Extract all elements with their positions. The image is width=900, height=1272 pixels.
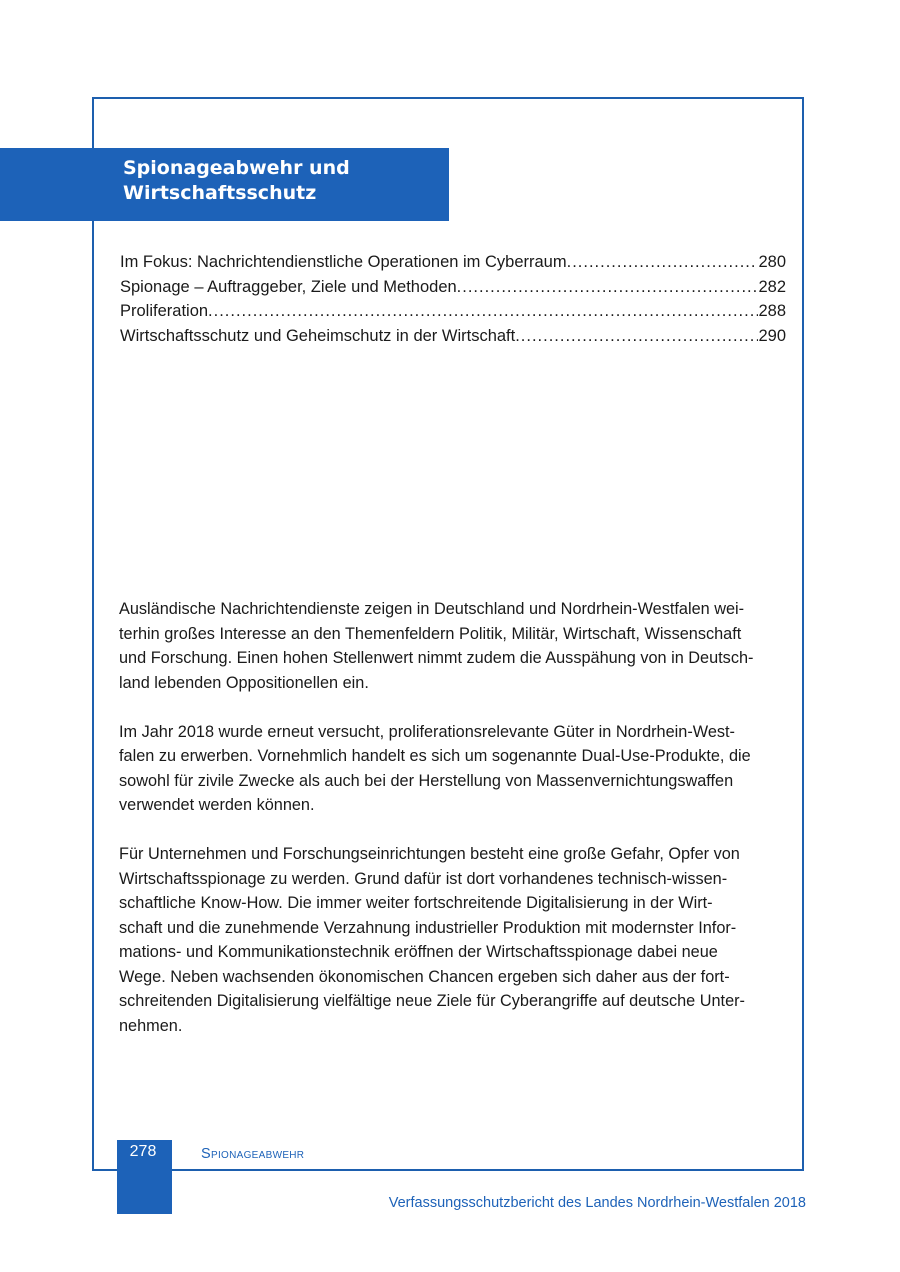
chapter-title-line-1: Spionageabwehr und — [123, 157, 350, 179]
toc-leader-dots — [567, 253, 759, 272]
chapter-title-line-2: Wirtschaftsschutz — [123, 182, 317, 204]
toc-entry-page: 290 — [758, 326, 786, 345]
running-section-title: Spionageabwehr — [201, 1146, 305, 1162]
text-line: schreitenden Digitalisierung vielfältige neue Ziele für Cyberangriffe auf deutsche Unter- — [119, 992, 745, 1010]
toc-leader-dots — [457, 278, 759, 297]
text-line: und Forschung. Einen hohen Stellenwert nimmt zudem die Ausspähung von in Deutsch- — [119, 649, 754, 667]
text-line: Wege. Neben wachsenden ökonomischen Chancen ergeben sich daher aus der fort- — [119, 967, 730, 986]
text-line: land lebenden Oppositionellen ein. — [119, 673, 369, 692]
text-line: terhin großes Interesse an den Themenfeldern Politik, Militär, Wirtschaft, Wissenschaft — [119, 624, 742, 643]
text-line: sowohl für zivile Zwecke als auch bei der Herstellung von Massenvernichtungswaffen — [119, 771, 734, 790]
publication-title: Verfassungsschutzbericht des Landes Nordrhein-Westfalen 2018 — [388, 1195, 806, 1211]
paragraph — [119, 842, 787, 1038]
table-of-contents — [120, 253, 786, 351]
toc-entry-page: 282 — [758, 277, 786, 296]
page-number: 278 — [129, 1143, 157, 1160]
text-line: verwendet werden können. — [119, 796, 315, 814]
text-line: schaftliche Know-How. Die immer weiter fortschreitende Digitalisierung in der Wirt- — [119, 894, 713, 912]
toc-entry-label: Wirtschaftsschutz und Geheimschutz in der Wirtschaft — [120, 326, 516, 345]
toc-entry-label: Im Fokus: Nachrichtendienstliche Operationen im Cyberraum — [120, 253, 567, 271]
intro-text — [119, 597, 787, 1063]
text-line: Wirtschaftsspionage zu werden. Grund dafür ist dort vorhandenes technisch-wissen- — [119, 869, 728, 888]
toc-entry-label: Proliferation — [120, 302, 209, 320]
text-line: Im Jahr 2018 wurde erneut versucht, proliferationsrelevante Güter in Nordrhein-West- — [119, 722, 735, 741]
text-line: Für Unternehmen und Forschungseinrichtungen besteht eine große Gefahr, Opfer von — [119, 845, 740, 863]
toc-entry[interactable] — [120, 278, 786, 303]
text-line: nehmen. — [119, 1016, 183, 1035]
paragraph — [119, 597, 787, 695]
toc-entry-page: 280 — [758, 253, 786, 271]
paragraph — [119, 720, 787, 818]
toc-leader-dots — [208, 302, 758, 321]
toc-entry[interactable] — [120, 302, 786, 327]
toc-entry[interactable] — [120, 253, 786, 278]
text-line: falen zu erwerben. Vornehmlich handelt es sich um sogenannte Dual-Use-Produkte, die — [119, 747, 751, 765]
text-line: mations- und Kommunikationstechnik eröffnen der Wirtschaftsspionage dabei neue — [119, 943, 718, 961]
toc-entry-label: Spionage – Auftraggeber, Ziele und Methoden — [120, 277, 457, 296]
text-line: schaft und die zunehmende Verzahnung industrieller Produktion mit modernster Infor- — [119, 918, 737, 937]
toc-entry[interactable] — [120, 327, 786, 352]
text-line: Ausländische Nachrichtendienste zeigen in Deutschland und Nordrhein-Westfalen wei- — [119, 600, 745, 618]
toc-leader-dots — [515, 327, 758, 346]
chapter-title — [123, 156, 443, 206]
toc-entry-page: 288 — [758, 302, 786, 320]
